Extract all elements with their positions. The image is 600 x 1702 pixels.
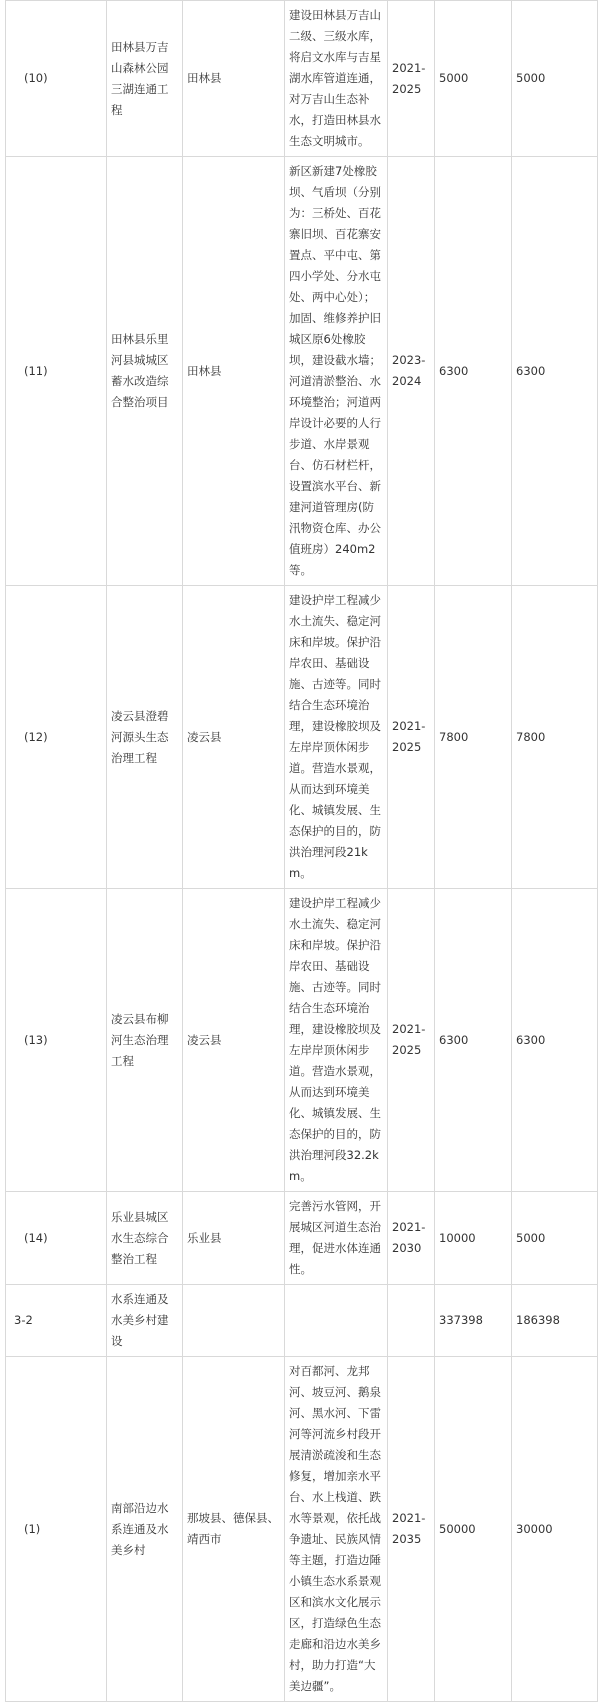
project-name: 凌云县布柳河生态治理工程 xyxy=(107,889,183,1192)
project-description: 建设护岸工程减少水土流失、稳定河床和岸坡。保护沿岸农田、基础设施、古迹等。同时结合生态环境治理，建设橡胶坝及左岸岸顶休闲步道。营造水景观，从而达到环境美化、城镇发展、生态保护的目的，防洪治理河段21km。 xyxy=(285,586,388,889)
project-description: 新区新建7处橡胶坝、气盾坝（分别为：三桥处、百花寨旧坝、百花寨安置点、平中屯、第四小学处、分水屯处、两中心处）；加固、维修养护旧城区原6处橡胶坝，建设截水墙；河道清淤整治、水环境整治；河道两岸设计必要的人行步道、水岸景观台、仿石材栏杆，设置滨水平台、新建河道管理房(防汛物资仓库、办公值班房）240m2等。 xyxy=(285,157,388,586)
project-name: 乐业县城区水生态综合整治工程 xyxy=(107,1192,183,1285)
project-id: (10) xyxy=(6,1,107,157)
table-row xyxy=(6,889,598,1192)
section-id: 3-2 xyxy=(6,1285,107,1357)
project-period: 2021-2025 xyxy=(388,586,435,889)
project-table xyxy=(5,0,598,1702)
project-total: 7800 xyxy=(435,586,512,889)
project-id: (11) xyxy=(6,157,107,586)
project-description: 建设田林县万吉山二级、三级水库，将启文水库与吉星湖水库管道连通，对万吉山生态补水，打造田林县水生态文明城市。 xyxy=(285,1,388,157)
project-investment: 30000 xyxy=(512,1357,598,1702)
project-location: 那坡县、德保县、靖西市 xyxy=(183,1357,285,1702)
project-id: (12) xyxy=(6,586,107,889)
project-investment: 5000 xyxy=(512,1192,598,1285)
project-investment: 5000 xyxy=(512,1,598,157)
section-location xyxy=(183,1285,285,1357)
section-total: 337398 xyxy=(435,1285,512,1357)
project-location: 田林县 xyxy=(183,1,285,157)
project-total: 6300 xyxy=(435,157,512,586)
project-investment: 6300 xyxy=(512,157,598,586)
project-location: 田林县 xyxy=(183,157,285,586)
project-description: 对百都河、龙邦河、坡豆河、鹅泉河、黑水河、下雷河等河流乡村段开展清淤疏浚和生态修复，增加亲水平台、水上栈道、跌水等景观，依托战争遗址、民族风情等主题，打造边陲小镇生态水系景观区和滨水文化展示区，打造绿色生态走廊和沿边水美乡村，助力打造“大美边疆”。 xyxy=(285,1357,388,1702)
project-total: 6300 xyxy=(435,889,512,1192)
project-period: 2021-2030 xyxy=(388,1192,435,1285)
project-location: 凌云县 xyxy=(183,889,285,1192)
table-row xyxy=(6,1357,598,1702)
project-name: 田林县乐里河县城城区蓄水改造综合整治项目 xyxy=(107,157,183,586)
project-period: 2023-2024 xyxy=(388,157,435,586)
section-row xyxy=(6,1285,598,1357)
project-name: 田林县万吉山森林公园三湖连通工程 xyxy=(107,1,183,157)
table-row xyxy=(6,157,598,586)
project-location: 乐业县 xyxy=(183,1192,285,1285)
section-investment: 186398 xyxy=(512,1285,598,1357)
project-period: 2021-2035 xyxy=(388,1357,435,1702)
project-period: 2021-2025 xyxy=(388,889,435,1192)
project-name: 南部沿边水系连通及水美乡村 xyxy=(107,1357,183,1702)
project-total: 5000 xyxy=(435,1,512,157)
project-description: 完善污水管网，开展城区河道生态治理，促进水体连通性。 xyxy=(285,1192,388,1285)
project-description: 建设护岸工程减少水土流失、稳定河床和岸坡。保护沿岸农田、基础设施、古迹等。同时结合生态环境治理，建设橡胶坝及左岸岸顶休闲步道。营造水景观，从而达到环境美化、城镇发展、生态保护的目的，防洪治理河段32.2km。 xyxy=(285,889,388,1192)
table-row xyxy=(6,1192,598,1285)
project-investment: 7800 xyxy=(512,586,598,889)
project-id: (13) xyxy=(6,889,107,1192)
project-id: (1) xyxy=(6,1357,107,1702)
section-name: 水系连通及水美乡村建设 xyxy=(107,1285,183,1357)
table-row xyxy=(6,1,598,157)
project-id: (14) xyxy=(6,1192,107,1285)
section-description xyxy=(285,1285,388,1357)
table-row xyxy=(6,586,598,889)
section-period xyxy=(388,1285,435,1357)
project-total: 10000 xyxy=(435,1192,512,1285)
project-location: 凌云县 xyxy=(183,586,285,889)
project-name: 凌云县澄碧河源头生态治理工程 xyxy=(107,586,183,889)
project-investment: 6300 xyxy=(512,889,598,1192)
project-period: 2021-2025 xyxy=(388,1,435,157)
project-total: 50000 xyxy=(435,1357,512,1702)
